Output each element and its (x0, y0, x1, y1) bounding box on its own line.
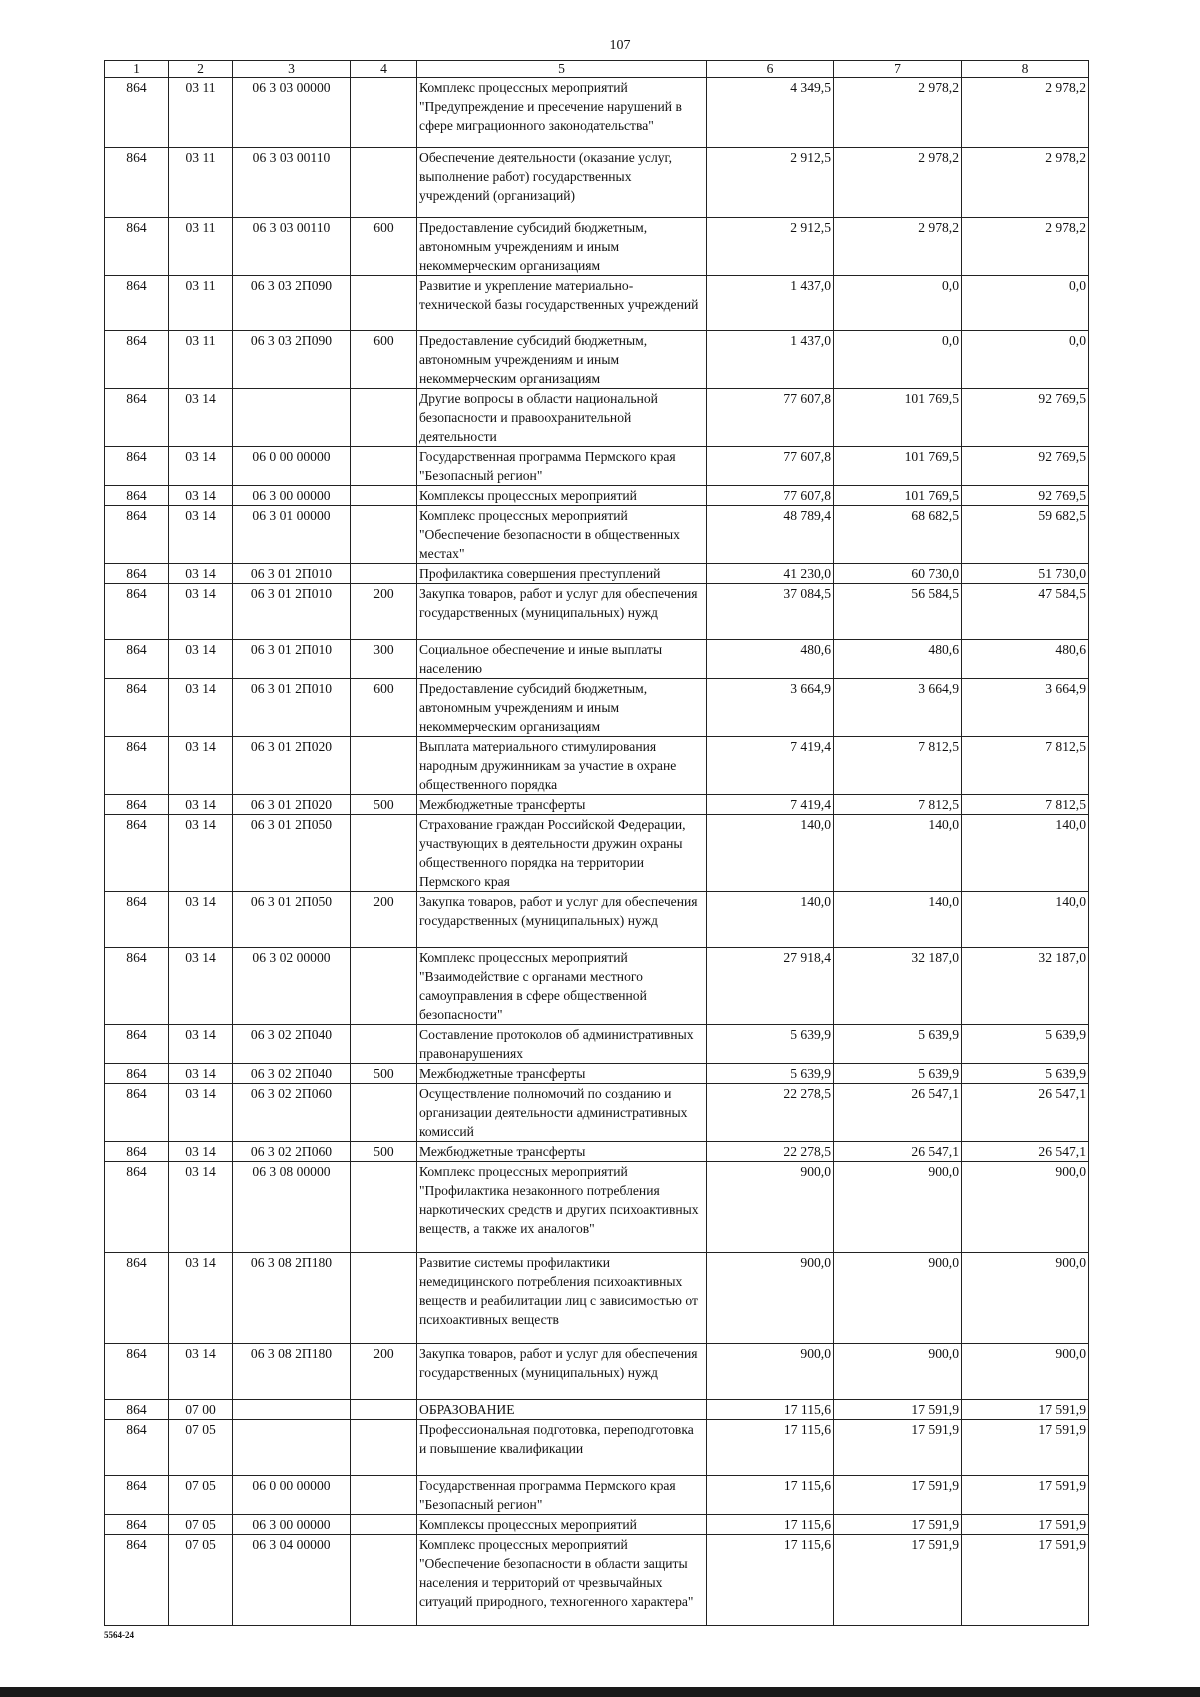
cell-amount-col7: 5 639,9 (834, 1025, 962, 1064)
table-row (105, 795, 1089, 815)
cell-amount-col6: 41 230,0 (707, 564, 834, 584)
cell-name: Комплекс процессных мероприятий "Взаимодействие с органами местного самоуправления в сфере общественной безопасности" (417, 948, 707, 1025)
cell-section: 03 14 (169, 584, 233, 640)
header-col-1: 1 (105, 61, 169, 78)
cell-target-article: 06 3 01 2П010 (233, 584, 351, 640)
cell-amount-col7: 101 769,5 (834, 486, 962, 506)
cell-name: Другие вопросы в области национальной безопасности и правоохранительной деятельности (417, 389, 707, 447)
table-row (105, 679, 1089, 737)
table-row (105, 1025, 1089, 1064)
cell-amount-col8: 3 664,9 (962, 679, 1089, 737)
cell-target-article: 06 3 03 00000 (233, 78, 351, 148)
table-row (105, 276, 1089, 331)
cell-target-article: 06 3 02 00000 (233, 948, 351, 1025)
table-row (105, 815, 1089, 892)
cell-expense-type: 600 (351, 679, 417, 737)
cell-name: Выплата материального стимулирования народным дружинникам за участие в охране общественного порядка (417, 737, 707, 795)
table-row (105, 331, 1089, 389)
cell-name: Страхование граждан Российской Федерации, участвующих в деятельности дружин охраны общественного порядка на территории Пермского края (417, 815, 707, 892)
cell-expense-type (351, 1476, 417, 1515)
cell-section: 03 14 (169, 640, 233, 679)
cell-target-article: 06 3 01 2П020 (233, 737, 351, 795)
cell-expense-type (351, 389, 417, 447)
cell-name: Государственная программа Пермского края "Безопасный регион" (417, 447, 707, 486)
cell-expense-type (351, 1162, 417, 1253)
cell-amount-col8: 17 591,9 (962, 1535, 1089, 1626)
cell-section: 03 14 (169, 1084, 233, 1142)
cell-amount-col8: 17 591,9 (962, 1476, 1089, 1515)
cell-amount-col8: 92 769,5 (962, 389, 1089, 447)
cell-target-article: 06 3 03 2П090 (233, 331, 351, 389)
cell-target-article: 06 3 01 2П010 (233, 679, 351, 737)
cell-grbs: 864 (105, 1084, 169, 1142)
cell-target-article: 06 3 02 2П060 (233, 1142, 351, 1162)
cell-amount-col8: 5 639,9 (962, 1064, 1089, 1084)
cell-amount-col8: 32 187,0 (962, 948, 1089, 1025)
cell-section: 03 14 (169, 815, 233, 892)
cell-target-article: 06 3 01 2П010 (233, 640, 351, 679)
cell-name: Социальное обеспечение и иные выплаты населению (417, 640, 707, 679)
cell-amount-col6: 5 639,9 (707, 1064, 834, 1084)
cell-target-article: 06 3 02 2П040 (233, 1064, 351, 1084)
cell-expense-type (351, 78, 417, 148)
cell-amount-col7: 5 639,9 (834, 1064, 962, 1084)
cell-name: Составление протоколов об административных правонарушениях (417, 1025, 707, 1064)
cell-amount-col6: 77 607,8 (707, 389, 834, 447)
table-row (105, 389, 1089, 447)
cell-grbs: 864 (105, 331, 169, 389)
cell-expense-type: 600 (351, 218, 417, 276)
cell-name: ОБРАЗОВАНИЕ (417, 1400, 707, 1420)
cell-target-article: 06 3 01 2П050 (233, 815, 351, 892)
cell-section: 03 14 (169, 679, 233, 737)
cell-expense-type (351, 148, 417, 218)
cell-grbs: 864 (105, 948, 169, 1025)
cell-grbs: 864 (105, 640, 169, 679)
table-row (105, 486, 1089, 506)
cell-expense-type (351, 1084, 417, 1142)
cell-target-article: 06 3 02 2П040 (233, 1025, 351, 1064)
cell-name: Комплекс процессных мероприятий "Обеспечение безопасности в области защиты населения и территорий от чрезвычайных ситуаций природного, техногенного характера" (417, 1535, 707, 1626)
cell-section: 03 14 (169, 447, 233, 486)
cell-amount-col6: 22 278,5 (707, 1142, 834, 1162)
cell-amount-col7: 17 591,9 (834, 1420, 962, 1476)
cell-name: Развитие системы профилактики немедицинского потребления психоактивных веществ и реабилитации лиц с зависимостью от психоактивных веществ (417, 1253, 707, 1344)
table-row (105, 737, 1089, 795)
cell-name: Обеспечение деятельности (оказание услуг, выполнение работ) государственных учреждений (организаций) (417, 148, 707, 218)
cell-section: 03 14 (169, 564, 233, 584)
table-row (105, 1344, 1089, 1400)
table-row (105, 218, 1089, 276)
cell-amount-col7: 480,6 (834, 640, 962, 679)
cell-expense-type: 500 (351, 795, 417, 815)
cell-expense-type (351, 1400, 417, 1420)
cell-amount-col6: 2 912,5 (707, 148, 834, 218)
cell-amount-col6: 900,0 (707, 1253, 834, 1344)
cell-section: 03 14 (169, 892, 233, 948)
cell-grbs: 864 (105, 1253, 169, 1344)
cell-amount-col7: 101 769,5 (834, 389, 962, 447)
header-col-2: 2 (169, 61, 233, 78)
cell-section: 07 05 (169, 1515, 233, 1535)
cell-target-article (233, 1420, 351, 1476)
cell-amount-col7: 2 978,2 (834, 78, 962, 148)
cell-name: Межбюджетные трансферты (417, 1142, 707, 1162)
cell-amount-col6: 48 789,4 (707, 506, 834, 564)
cell-amount-col8: 140,0 (962, 892, 1089, 948)
cell-name: Профилактика совершения преступлений (417, 564, 707, 584)
table-row (105, 564, 1089, 584)
cell-name: Государственная программа Пермского края "Безопасный регион" (417, 1476, 707, 1515)
cell-amount-col6: 4 349,5 (707, 78, 834, 148)
cell-name: Предоставление субсидий бюджетным, автономным учреждениям и иным некоммерческим организациям (417, 218, 707, 276)
cell-amount-col7: 17 591,9 (834, 1400, 962, 1420)
cell-amount-col6: 17 115,6 (707, 1535, 834, 1626)
cell-target-article: 06 0 00 00000 (233, 1476, 351, 1515)
cell-grbs: 864 (105, 1142, 169, 1162)
budget-table (104, 60, 1089, 1626)
cell-grbs: 864 (105, 1420, 169, 1476)
cell-amount-col8: 92 769,5 (962, 447, 1089, 486)
cell-amount-col7: 7 812,5 (834, 737, 962, 795)
cell-amount-col6: 140,0 (707, 815, 834, 892)
cell-section: 03 11 (169, 78, 233, 148)
table-row (105, 640, 1089, 679)
cell-grbs: 864 (105, 815, 169, 892)
cell-grbs: 864 (105, 1344, 169, 1400)
cell-section: 03 14 (169, 1064, 233, 1084)
cell-amount-col7: 7 812,5 (834, 795, 962, 815)
cell-grbs: 864 (105, 1515, 169, 1535)
cell-amount-col8: 140,0 (962, 815, 1089, 892)
cell-amount-col6: 2 912,5 (707, 218, 834, 276)
cell-amount-col8: 7 812,5 (962, 795, 1089, 815)
cell-target-article: 06 3 01 2П050 (233, 892, 351, 948)
table-row (105, 1515, 1089, 1535)
cell-target-article: 06 3 01 2П020 (233, 795, 351, 815)
cell-grbs: 864 (105, 584, 169, 640)
cell-target-article: 06 3 01 2П010 (233, 564, 351, 584)
cell-name: Комплекс процессных мероприятий "Профилактика незаконного потребления наркотических средств и других психоактивных веществ, а также их аналогов" (417, 1162, 707, 1253)
document-code: 5564-24 (104, 1630, 134, 1640)
table-row (105, 1535, 1089, 1626)
cell-amount-col6: 1 437,0 (707, 276, 834, 331)
cell-amount-col8: 480,6 (962, 640, 1089, 679)
cell-expense-type (351, 815, 417, 892)
cell-target-article: 06 0 00 00000 (233, 447, 351, 486)
header-col-8: 8 (962, 61, 1089, 78)
cell-name: Закупка товаров, работ и услуг для обеспечения государственных (муниципальных) нужд (417, 584, 707, 640)
cell-amount-col7: 26 547,1 (834, 1084, 962, 1142)
cell-target-article: 06 3 00 00000 (233, 1515, 351, 1535)
cell-section: 07 05 (169, 1476, 233, 1515)
cell-target-article (233, 1400, 351, 1420)
cell-section: 03 14 (169, 506, 233, 564)
cell-target-article: 06 3 00 00000 (233, 486, 351, 506)
cell-target-article: 06 3 03 2П090 (233, 276, 351, 331)
cell-target-article: 06 3 04 00000 (233, 1535, 351, 1626)
header-col-5: 5 (417, 61, 707, 78)
cell-section: 03 14 (169, 389, 233, 447)
cell-expense-type (351, 1253, 417, 1344)
cell-grbs: 864 (105, 1025, 169, 1064)
cell-grbs: 864 (105, 1476, 169, 1515)
cell-expense-type: 600 (351, 331, 417, 389)
cell-amount-col7: 900,0 (834, 1162, 962, 1253)
cell-target-article: 06 3 03 00110 (233, 148, 351, 218)
cell-amount-col8: 900,0 (962, 1344, 1089, 1400)
cell-name: Комплексы процессных мероприятий (417, 1515, 707, 1535)
cell-amount-col6: 140,0 (707, 892, 834, 948)
cell-amount-col6: 3 664,9 (707, 679, 834, 737)
cell-name: Профессиональная подготовка, переподготовка и повышение квалификации (417, 1420, 707, 1476)
cell-amount-col8: 17 591,9 (962, 1420, 1089, 1476)
table-row (105, 1142, 1089, 1162)
cell-expense-type: 200 (351, 892, 417, 948)
cell-amount-col8: 0,0 (962, 276, 1089, 331)
table-row (105, 1253, 1089, 1344)
table-row (105, 1400, 1089, 1420)
cell-expense-type (351, 1515, 417, 1535)
cell-amount-col7: 17 591,9 (834, 1535, 962, 1626)
cell-section: 03 14 (169, 486, 233, 506)
cell-amount-col7: 32 187,0 (834, 948, 962, 1025)
cell-grbs: 864 (105, 1535, 169, 1626)
cell-target-article: 06 3 08 00000 (233, 1162, 351, 1253)
cell-expense-type (351, 1420, 417, 1476)
table-row (105, 148, 1089, 218)
cell-amount-col7: 17 591,9 (834, 1476, 962, 1515)
cell-section: 03 11 (169, 331, 233, 389)
cell-amount-col8: 2 978,2 (962, 148, 1089, 218)
cell-name: Комплекс процессных мероприятий "Обеспечение безопасности в общественных местах" (417, 506, 707, 564)
cell-grbs: 864 (105, 148, 169, 218)
cell-section: 03 14 (169, 1162, 233, 1253)
cell-name: Закупка товаров, работ и услуг для обеспечения государственных (муниципальных) нужд (417, 1344, 707, 1400)
cell-amount-col7: 2 978,2 (834, 218, 962, 276)
cell-grbs: 864 (105, 679, 169, 737)
cell-amount-col6: 22 278,5 (707, 1084, 834, 1142)
cell-grbs: 864 (105, 218, 169, 276)
page-number: 107 (609, 38, 631, 53)
cell-expense-type: 200 (351, 1344, 417, 1400)
scan-bottom-border (0, 1687, 1200, 1697)
cell-name: Предоставление субсидий бюджетным, автономным учреждениям и иным некоммерческим организациям (417, 331, 707, 389)
cell-amount-col7: 17 591,9 (834, 1515, 962, 1535)
cell-amount-col7: 900,0 (834, 1344, 962, 1400)
cell-amount-col8: 47 584,5 (962, 584, 1089, 640)
cell-amount-col8: 17 591,9 (962, 1400, 1089, 1420)
cell-amount-col8: 26 547,1 (962, 1142, 1089, 1162)
cell-amount-col7: 0,0 (834, 276, 962, 331)
cell-name: Комплексы процессных мероприятий (417, 486, 707, 506)
cell-grbs: 864 (105, 564, 169, 584)
cell-amount-col6: 900,0 (707, 1162, 834, 1253)
cell-expense-type (351, 276, 417, 331)
cell-amount-col8: 59 682,5 (962, 506, 1089, 564)
table-row (105, 78, 1089, 148)
cell-amount-col7: 56 584,5 (834, 584, 962, 640)
cell-amount-col6: 27 918,4 (707, 948, 834, 1025)
table-row (105, 1420, 1089, 1476)
cell-amount-col8: 7 812,5 (962, 737, 1089, 795)
cell-amount-col8: 51 730,0 (962, 564, 1089, 584)
cell-name: Комплекс процессных мероприятий "Предупреждение и пресечение нарушений в сфере миграционного законодательства" (417, 78, 707, 148)
cell-name: Осуществление полномочий по созданию и организации деятельности административных комиссий (417, 1084, 707, 1142)
table-body (105, 78, 1089, 1626)
cell-section: 03 14 (169, 948, 233, 1025)
cell-amount-col7: 68 682,5 (834, 506, 962, 564)
cell-expense-type (351, 486, 417, 506)
cell-name: Закупка товаров, работ и услуг для обеспечения государственных (муниципальных) нужд (417, 892, 707, 948)
cell-amount-col7: 26 547,1 (834, 1142, 962, 1162)
cell-target-article: 06 3 02 2П060 (233, 1084, 351, 1142)
cell-amount-col6: 17 115,6 (707, 1420, 834, 1476)
cell-amount-col7: 3 664,9 (834, 679, 962, 737)
cell-expense-type (351, 506, 417, 564)
cell-expense-type (351, 737, 417, 795)
cell-amount-col7: 140,0 (834, 815, 962, 892)
cell-amount-col6: 1 437,0 (707, 331, 834, 389)
cell-section: 03 14 (169, 795, 233, 815)
cell-grbs: 864 (105, 1064, 169, 1084)
cell-grbs: 864 (105, 276, 169, 331)
cell-expense-type: 300 (351, 640, 417, 679)
cell-section: 03 11 (169, 276, 233, 331)
cell-amount-col8: 26 547,1 (962, 1084, 1089, 1142)
cell-amount-col8: 2 978,2 (962, 218, 1089, 276)
cell-expense-type (351, 1535, 417, 1626)
cell-name: Межбюджетные трансферты (417, 1064, 707, 1084)
cell-section: 07 00 (169, 1400, 233, 1420)
cell-section: 07 05 (169, 1535, 233, 1626)
header-col-7: 7 (834, 61, 962, 78)
cell-section: 03 11 (169, 218, 233, 276)
table-row (105, 1162, 1089, 1253)
table-row (105, 1084, 1089, 1142)
cell-expense-type (351, 564, 417, 584)
cell-amount-col8: 92 769,5 (962, 486, 1089, 506)
cell-expense-type (351, 1025, 417, 1064)
table-row (105, 584, 1089, 640)
cell-amount-col6: 480,6 (707, 640, 834, 679)
cell-grbs: 864 (105, 1400, 169, 1420)
cell-amount-col6: 37 084,5 (707, 584, 834, 640)
cell-section: 03 11 (169, 148, 233, 218)
cell-amount-col6: 17 115,6 (707, 1400, 834, 1420)
table-header-row (105, 61, 1089, 78)
cell-section: 03 14 (169, 1253, 233, 1344)
header-col-4: 4 (351, 61, 417, 78)
cell-amount-col6: 17 115,6 (707, 1515, 834, 1535)
table-row (105, 1476, 1089, 1515)
cell-expense-type: 500 (351, 1142, 417, 1162)
table-row (105, 506, 1089, 564)
cell-grbs: 864 (105, 78, 169, 148)
table-row (105, 447, 1089, 486)
cell-amount-col6: 77 607,8 (707, 447, 834, 486)
cell-name: Развитие и укрепление материально-технической базы государственных учреждений (417, 276, 707, 331)
cell-section: 03 14 (169, 1142, 233, 1162)
cell-grbs: 864 (105, 389, 169, 447)
cell-name: Межбюджетные трансферты (417, 795, 707, 815)
cell-amount-col7: 140,0 (834, 892, 962, 948)
cell-amount-col6: 5 639,9 (707, 1025, 834, 1064)
cell-amount-col7: 60 730,0 (834, 564, 962, 584)
cell-grbs: 864 (105, 486, 169, 506)
cell-grbs: 864 (105, 737, 169, 795)
cell-amount-col7: 101 769,5 (834, 447, 962, 486)
table-row (105, 1064, 1089, 1084)
cell-target-article: 06 3 01 00000 (233, 506, 351, 564)
cell-expense-type: 200 (351, 584, 417, 640)
cell-amount-col6: 17 115,6 (707, 1476, 834, 1515)
cell-section: 03 14 (169, 737, 233, 795)
cell-amount-col6: 77 607,8 (707, 486, 834, 506)
table-row (105, 892, 1089, 948)
header-col-3: 3 (233, 61, 351, 78)
cell-grbs: 864 (105, 892, 169, 948)
cell-expense-type (351, 948, 417, 1025)
cell-expense-type (351, 447, 417, 486)
cell-grbs: 864 (105, 795, 169, 815)
cell-target-article: 06 3 08 2П180 (233, 1253, 351, 1344)
cell-amount-col6: 900,0 (707, 1344, 834, 1400)
cell-target-article: 06 3 03 00110 (233, 218, 351, 276)
cell-section: 03 14 (169, 1344, 233, 1400)
header-col-6: 6 (707, 61, 834, 78)
cell-grbs: 864 (105, 506, 169, 564)
cell-section: 07 05 (169, 1420, 233, 1476)
cell-amount-col8: 0,0 (962, 331, 1089, 389)
table-row (105, 948, 1089, 1025)
cell-amount-col8: 900,0 (962, 1253, 1089, 1344)
cell-amount-col8: 5 639,9 (962, 1025, 1089, 1064)
cell-amount-col7: 0,0 (834, 331, 962, 389)
cell-expense-type: 500 (351, 1064, 417, 1084)
cell-target-article: 06 3 08 2П180 (233, 1344, 351, 1400)
cell-target-article (233, 389, 351, 447)
cell-amount-col8: 900,0 (962, 1162, 1089, 1253)
cell-amount-col7: 2 978,2 (834, 148, 962, 218)
cell-amount-col8: 17 591,9 (962, 1515, 1089, 1535)
cell-grbs: 864 (105, 447, 169, 486)
cell-amount-col6: 7 419,4 (707, 737, 834, 795)
cell-amount-col7: 900,0 (834, 1253, 962, 1344)
cell-amount-col8: 2 978,2 (962, 78, 1089, 148)
cell-section: 03 14 (169, 1025, 233, 1064)
cell-name: Предоставление субсидий бюджетным, автономным учреждениям и иным некоммерческим организациям (417, 679, 707, 737)
cell-grbs: 864 (105, 1162, 169, 1253)
cell-amount-col6: 7 419,4 (707, 795, 834, 815)
